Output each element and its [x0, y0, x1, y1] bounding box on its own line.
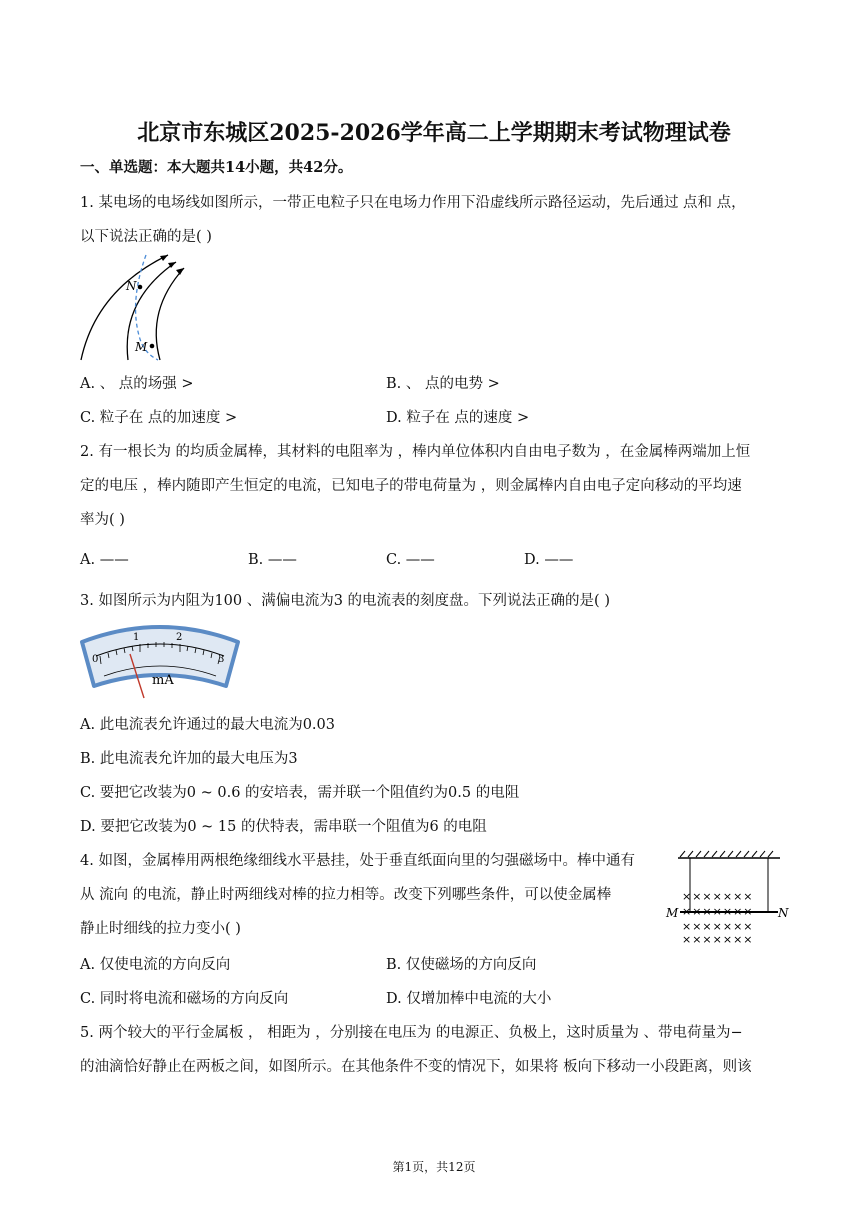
- page-title: 北京市东城区2025-2026学年高二上学期期末考试物理试卷: [137, 120, 731, 146]
- q4-option-d: D. 仅增加棒中电流的大小: [386, 991, 552, 1007]
- q2-stem-line2: 定的电压 ，棒内随即产生恒定的电流，已知电子的带电荷量为 ，则金属棒内自由电子定向移动的平均速: [80, 478, 742, 494]
- q2-option-b: B. ——: [248, 552, 297, 568]
- q4-stem-line2: 从 流向 的电流，静止时两细线对棒的拉力相等。改变下列哪些条件，可以使金属棒: [80, 887, 612, 903]
- q3-stem: 3. 如图所示为内阻为100 、满偏电流为3 的电流表的刻度盘。下列说法正确的是( ): [80, 593, 610, 609]
- q3-scale-1: 1: [133, 632, 140, 643]
- q1-option-a: A. 、 点的场强 >: [80, 376, 194, 392]
- section-heading: 一、单选题：本大题共14小题，共42分。: [80, 159, 353, 176]
- q1-option-b: B. 、 点的电势 >: [386, 376, 500, 392]
- q1-electric-field-figure: [76, 250, 196, 365]
- q4-option-b: B. 仅使磁场的方向反向: [386, 957, 537, 973]
- q1-stem-line1: 1. 某电场的电场线如图所示，一带正电粒子只在电场力作用下沿虚线所示路径运动，先后通过 点和 点，: [80, 195, 746, 211]
- q5-stem-line1: 5. 两个较大的平行金属板 ， 相距为 ，分别接在电压为 的电源正、负极上，这时质量为 、带电荷量为−: [80, 1025, 743, 1041]
- svg-text:×××××××: ×××××××: [682, 920, 754, 933]
- q1-label-m: M: [135, 340, 148, 354]
- svg-text:×××××××: ×××××××: [682, 905, 754, 918]
- q4-magnetic-field-figure: [664, 848, 794, 948]
- q4-option-c: C. 同时将电流和磁场的方向反向: [80, 991, 289, 1007]
- q4-stem-line1: 4. 如图，金属棒用两根绝缘细线水平悬挂，处于垂直纸面向里的匀强磁场中。棒中通有: [80, 853, 635, 869]
- q4-label-n: N: [778, 906, 789, 920]
- q2-option-a: A. ——: [80, 552, 129, 568]
- q2-stem-line1: 2. 有一根长为 的均质金属棒，其材料的电阻率为 ，棒内单位体积内自由电子数为 ，在金属棒两端加上恒: [80, 444, 751, 460]
- q5-stem-line2: 的油滴恰好静止在两板之间，如图所示。在其他条件不变的情况下，如果将 板向下移动一小段距离，则该: [80, 1059, 752, 1075]
- q1-stem-line2: 以下说法正确的是( ): [80, 229, 212, 245]
- q3-unit-label: mA: [152, 673, 174, 688]
- q1-option-d: D. 粒子在 点的速度 >: [386, 410, 530, 426]
- q2-option-c: C. ——: [386, 552, 435, 568]
- q3-scale-0: 0: [92, 654, 99, 665]
- svg-text:×××××××: ×××××××: [682, 890, 754, 903]
- q3-scale-2: 2: [176, 632, 183, 643]
- q3-scale-3: 3: [218, 654, 225, 665]
- q3-ammeter-dial-figure: [78, 620, 242, 708]
- q1-option-c: C. 粒子在 点的加速度 >: [80, 410, 238, 426]
- q3-option-a: A. 此电流表允许通过的最大电流为0.03: [80, 717, 335, 733]
- q4-stem-line3: 静止时细线的拉力变小( ): [80, 921, 241, 937]
- q4-option-a: A. 仅使电流的方向反向: [80, 957, 231, 973]
- svg-text:×××××××: ×××××××: [682, 933, 754, 946]
- q3-option-d: D. 要把它改装为0 ~ 15 的伏特表，需串联一个阻值为6 的电阻: [80, 819, 487, 835]
- q1-label-n: N: [126, 279, 137, 293]
- q2-option-d: D. ——: [524, 552, 574, 568]
- q4-label-m: M: [666, 906, 679, 920]
- q3-option-b: B. 此电流表允许加的最大电压为3: [80, 751, 298, 767]
- page-footer: 第1页，共12页: [392, 1160, 476, 1174]
- q2-stem-line3: 率为( ): [80, 512, 125, 528]
- q3-option-c: C. 要把它改装为0 ~ 0.6 的安培表，需并联一个阻值约为0.5 的电阻: [80, 785, 520, 801]
